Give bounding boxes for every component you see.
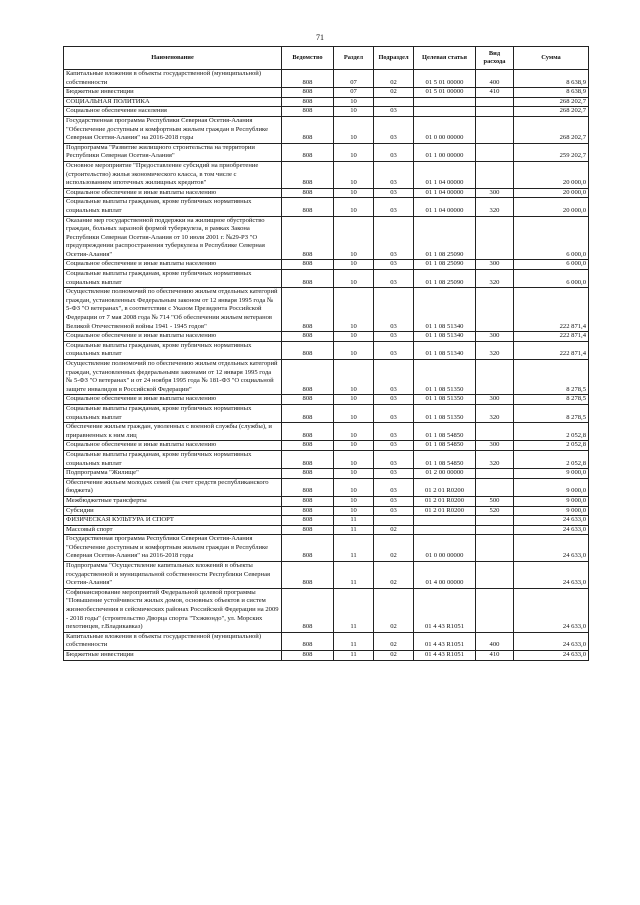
cell-podrazdel: 03 <box>374 496 414 506</box>
cell-name: Основное мероприятие "Предоставление субсидий на приобретение (строительство) жилья экономического класса, в том числе с использованием ипотечных жилищных кредитов" <box>64 161 282 188</box>
cell-vedomstvo: 808 <box>282 260 334 270</box>
cell-vid-rashoda: 320 <box>476 404 514 422</box>
cell-razdel: 10 <box>334 478 374 496</box>
cell-name: Осуществление полномочий по обеспечению жильем отдельных категорий граждан, установленных федеральными законами от 12 января 1995 года № 5-ФЗ "О ветеранах" и от 24 ноября 1995 года № 181-ФЗ "О социальной защите инвалидов в Российской Федерации" <box>64 360 282 395</box>
cell-name: Капитальные вложения в объекты государственной (муниципальной) собственности <box>64 70 282 88</box>
cell-name: Социальные выплаты гражданам, кроме публичных нормативных социальных выплат <box>64 270 282 288</box>
cell-vedomstvo: 808 <box>282 107 334 117</box>
cell-summa: 20 000,0 <box>514 198 589 216</box>
cell-vedomstvo: 808 <box>282 496 334 506</box>
cell-podrazdel: 03 <box>374 450 414 468</box>
budget-table-container <box>63 46 588 661</box>
cell-name: Государственная программа Республики Северная Осетия-Алания "Обеспечение доступным и комфортным жильем граждан в Республике Северная Осетия-Алания" на 2016-2018 годы <box>64 116 282 143</box>
table-body <box>64 70 589 661</box>
cell-vid-rashoda <box>476 216 514 260</box>
cell-vedomstvo: 808 <box>282 395 334 405</box>
table-row <box>64 198 589 216</box>
cell-celevaya-statya: 01 4 43 R1051 <box>414 651 476 661</box>
cell-name: Социальные выплаты гражданам, кроме публичных нормативных социальных выплат <box>64 198 282 216</box>
cell-vedomstvo: 808 <box>282 116 334 143</box>
cell-celevaya-statya: 01 1 08 51350 <box>414 395 476 405</box>
table-row <box>64 288 589 332</box>
cell-razdel: 10 <box>334 360 374 395</box>
cell-razdel: 10 <box>334 198 374 216</box>
cell-celevaya-statya: 01 1 08 25090 <box>414 270 476 288</box>
cell-summa: 259 202,7 <box>514 143 589 161</box>
table-row <box>64 395 589 405</box>
cell-name: Социальное обеспечение и иные выплаты населению <box>64 441 282 451</box>
cell-razdel: 10 <box>334 341 374 359</box>
header-vedomstvo: Ведомство <box>282 47 334 70</box>
cell-name: Софинансирование мероприятий Федеральной целевой программы "Повышение устойчивости жилых домов, основных объектов и систем жизнеобеспечения в сейсмических районах Российской Федерации на 2009 - 2018 годы" (строительство Дворца спорта "Тхэквондо", ул. Морских пехотинцев, г.Владикавказ) <box>64 588 282 632</box>
cell-celevaya-statya: 01 1 08 51350 <box>414 360 476 395</box>
cell-razdel: 10 <box>334 270 374 288</box>
cell-vedomstvo: 808 <box>282 360 334 395</box>
table-row <box>64 143 589 161</box>
cell-summa: 9 000,0 <box>514 469 589 479</box>
cell-celevaya-statya: 01 5 01 00000 <box>414 88 476 98</box>
cell-celevaya-statya: 01 1 08 51350 <box>414 404 476 422</box>
cell-vedomstvo: 808 <box>282 188 334 198</box>
cell-vid-rashoda <box>476 562 514 589</box>
cell-summa: 6 000,0 <box>514 270 589 288</box>
cell-vedomstvo: 808 <box>282 143 334 161</box>
cell-celevaya-statya: 01 4 43 R1051 <box>414 588 476 632</box>
cell-vid-rashoda: 410 <box>476 88 514 98</box>
table-row <box>64 188 589 198</box>
cell-razdel: 10 <box>334 143 374 161</box>
cell-name: Социальное обеспечение и иные выплаты населению <box>64 188 282 198</box>
cell-summa: 8 278,5 <box>514 395 589 405</box>
cell-podrazdel: 03 <box>374 404 414 422</box>
table-row <box>64 469 589 479</box>
cell-razdel: 10 <box>334 116 374 143</box>
cell-celevaya-statya <box>414 97 476 107</box>
cell-name: Оказание мер государственной поддержки на жилищное обустройство граждан, больных заразной формой туберкулеза, в рамках Закона Республики Северная Осетия-Алания от 10 июля 2001 г. №29-РЗ "О предупреждении распространения туберкулеза в Республике Северная Осетия-Алания" <box>64 216 282 260</box>
cell-name: Капитальные вложения в объекты государственной (муниципальной) собственности <box>64 632 282 650</box>
cell-vid-rashoda: 320 <box>476 198 514 216</box>
cell-name: Социальное обеспечение и иные выплаты населению <box>64 332 282 342</box>
cell-podrazdel: 02 <box>374 632 414 650</box>
cell-name: Подпрограмма "Жилище" <box>64 469 282 479</box>
table-row <box>64 441 589 451</box>
table-row <box>64 496 589 506</box>
cell-podrazdel: 02 <box>374 88 414 98</box>
cell-vid-rashoda: 320 <box>476 270 514 288</box>
cell-celevaya-statya: 01 4 00 00000 <box>414 562 476 589</box>
cell-summa: 24 633,0 <box>514 516 589 526</box>
cell-vid-rashoda <box>476 535 514 562</box>
cell-vid-rashoda: 300 <box>476 332 514 342</box>
cell-vedomstvo: 808 <box>282 441 334 451</box>
cell-name: Бюджетные инвестиции <box>64 651 282 661</box>
cell-vid-rashoda: 400 <box>476 70 514 88</box>
cell-razdel: 07 <box>334 88 374 98</box>
cell-summa: 268 202,7 <box>514 97 589 107</box>
cell-razdel: 11 <box>334 516 374 526</box>
cell-celevaya-statya: 01 1 04 00000 <box>414 161 476 188</box>
table-header-row <box>64 47 589 70</box>
cell-vedomstvo: 808 <box>282 332 334 342</box>
table-row <box>64 161 589 188</box>
cell-vedomstvo: 808 <box>282 632 334 650</box>
cell-celevaya-statya: 01 2 01 R0200 <box>414 478 476 496</box>
table-row <box>64 260 589 270</box>
table-row <box>64 70 589 88</box>
cell-name: Социальное обеспечение и иные выплаты населению <box>64 260 282 270</box>
cell-vedomstvo: 808 <box>282 97 334 107</box>
cell-podrazdel: 02 <box>374 525 414 535</box>
cell-celevaya-statya: 01 2 01 R0200 <box>414 506 476 516</box>
budget-table <box>63 46 589 661</box>
cell-celevaya-statya: 01 1 08 51340 <box>414 341 476 359</box>
cell-vedomstvo: 808 <box>282 535 334 562</box>
cell-razdel: 10 <box>334 496 374 506</box>
table-row <box>64 97 589 107</box>
cell-summa: 222 871,4 <box>514 341 589 359</box>
table-row <box>64 588 589 632</box>
cell-name: Субсидии <box>64 506 282 516</box>
cell-celevaya-statya: 01 1 08 54850 <box>414 441 476 451</box>
cell-celevaya-statya: 01 1 04 00000 <box>414 198 476 216</box>
cell-celevaya-statya: 01 1 08 51340 <box>414 288 476 332</box>
cell-vedomstvo: 808 <box>282 216 334 260</box>
cell-summa: 268 202,7 <box>514 107 589 117</box>
table-row <box>64 562 589 589</box>
cell-summa: 24 633,0 <box>514 562 589 589</box>
cell-podrazdel: 03 <box>374 341 414 359</box>
cell-summa: 9 000,0 <box>514 496 589 506</box>
cell-razdel: 10 <box>334 97 374 107</box>
cell-razdel: 10 <box>334 216 374 260</box>
cell-name: Массовый спорт <box>64 525 282 535</box>
cell-summa: 268 202,7 <box>514 116 589 143</box>
cell-razdel: 10 <box>334 161 374 188</box>
cell-podrazdel: 03 <box>374 188 414 198</box>
cell-vedomstvo: 808 <box>282 506 334 516</box>
table-row <box>64 535 589 562</box>
cell-summa: 8 638,9 <box>514 88 589 98</box>
table-row <box>64 478 589 496</box>
table-row <box>64 516 589 526</box>
cell-name: Подпрограмма "Развитие жилищного строительства на территории Республики Северная Осетия-Алания" <box>64 143 282 161</box>
cell-summa: 9 000,0 <box>514 506 589 516</box>
cell-summa: 6 000,0 <box>514 260 589 270</box>
cell-name: Подпрограмма "Осуществление капитальных вложений в объекты государственной и муниципальной собственности Республики Северная Осетия-Алания" <box>64 562 282 589</box>
cell-name: Социальные выплаты гражданам, кроме публичных нормативных социальных выплат <box>64 450 282 468</box>
cell-vid-rashoda: 300 <box>476 441 514 451</box>
cell-razdel: 10 <box>334 107 374 117</box>
cell-vid-rashoda: 320 <box>476 450 514 468</box>
cell-podrazdel: 03 <box>374 116 414 143</box>
table-row <box>64 404 589 422</box>
cell-podrazdel: 02 <box>374 535 414 562</box>
cell-razdel: 10 <box>334 423 374 441</box>
cell-vid-rashoda <box>476 360 514 395</box>
cell-vid-rashoda: 410 <box>476 651 514 661</box>
cell-celevaya-statya: 01 0 00 00000 <box>414 116 476 143</box>
cell-podrazdel: 02 <box>374 651 414 661</box>
cell-celevaya-statya: 01 1 08 54850 <box>414 423 476 441</box>
cell-vid-rashoda <box>476 161 514 188</box>
cell-podrazdel: 02 <box>374 588 414 632</box>
cell-summa: 2 052,8 <box>514 441 589 451</box>
cell-vedomstvo: 808 <box>282 341 334 359</box>
cell-vedomstvo: 808 <box>282 161 334 188</box>
cell-razdel: 10 <box>334 395 374 405</box>
header-razdel: Раздел <box>334 47 374 70</box>
cell-vid-rashoda <box>476 97 514 107</box>
cell-vedomstvo: 808 <box>282 198 334 216</box>
cell-razdel: 10 <box>334 288 374 332</box>
cell-vedomstvo: 808 <box>282 270 334 288</box>
cell-summa: 20 000,0 <box>514 161 589 188</box>
cell-summa: 9 000,0 <box>514 478 589 496</box>
cell-vid-rashoda: 400 <box>476 632 514 650</box>
cell-summa: 2 052,8 <box>514 450 589 468</box>
cell-vid-rashoda <box>476 107 514 117</box>
cell-summa: 20 000,0 <box>514 188 589 198</box>
cell-summa: 2 052,8 <box>514 423 589 441</box>
cell-celevaya-statya: 01 1 08 51340 <box>414 332 476 342</box>
cell-summa: 8 278,5 <box>514 360 589 395</box>
cell-celevaya-statya <box>414 525 476 535</box>
cell-razdel: 10 <box>334 506 374 516</box>
cell-celevaya-statya <box>414 516 476 526</box>
table-row <box>64 450 589 468</box>
cell-celevaya-statya: 01 2 01 R0200 <box>414 496 476 506</box>
cell-razdel: 10 <box>334 404 374 422</box>
cell-name: Государственная программа Республики Северная Осетия-Алания "Обеспечение доступным и комфортным жильем граждан в Республике Северная Осетия-Алания" на 2016-2018 годы <box>64 535 282 562</box>
cell-podrazdel: 03 <box>374 506 414 516</box>
cell-razdel: 10 <box>334 450 374 468</box>
header-celevaya-statya: Целевая статья <box>414 47 476 70</box>
cell-celevaya-statya: 01 4 43 R1051 <box>414 632 476 650</box>
cell-summa: 24 633,0 <box>514 588 589 632</box>
table-row <box>64 332 589 342</box>
cell-name: СОЦИАЛЬНАЯ ПОЛИТИКА <box>64 97 282 107</box>
cell-vid-rashoda <box>476 469 514 479</box>
cell-podrazdel <box>374 516 414 526</box>
table-row <box>64 506 589 516</box>
cell-name: Социальные выплаты гражданам, кроме публичных нормативных социальных выплат <box>64 341 282 359</box>
cell-podrazdel: 02 <box>374 70 414 88</box>
cell-vedomstvo: 808 <box>282 404 334 422</box>
table-row <box>64 360 589 395</box>
cell-razdel: 07 <box>334 70 374 88</box>
cell-name: Обеспечение жильем граждан, уволенных с военной службы (службы), и приравненных к ним лиц <box>64 423 282 441</box>
cell-celevaya-statya: 01 1 00 00000 <box>414 143 476 161</box>
header-summa: Сумма <box>514 47 589 70</box>
cell-podrazdel: 03 <box>374 423 414 441</box>
cell-name: Социальное обеспечение и иные выплаты населению <box>64 395 282 405</box>
cell-summa: 24 633,0 <box>514 632 589 650</box>
cell-vedomstvo: 808 <box>282 562 334 589</box>
table-row <box>64 116 589 143</box>
cell-celevaya-statya: 01 1 08 54850 <box>414 450 476 468</box>
cell-razdel: 11 <box>334 632 374 650</box>
cell-name: Осуществление полномочий по обеспечению жильем отдельных категорий граждан, установленных Федеральным законом от 12 января 1995 года № 5-ФЗ "О ветеранах", в соответствии с Указом Президента Российской Федерации от 7 мая 2008 года № 714 "Об обеспечении жильем ветеранов Великой Отечественной войны 1941 - 1945 годов" <box>64 288 282 332</box>
header-name: Наименование <box>64 47 282 70</box>
cell-razdel: 11 <box>334 535 374 562</box>
page-number: 71 <box>316 33 324 42</box>
cell-podrazdel: 03 <box>374 360 414 395</box>
header-podrazdel: Подраздел <box>374 47 414 70</box>
cell-podrazdel: 03 <box>374 143 414 161</box>
cell-summa: 24 633,0 <box>514 525 589 535</box>
cell-name: ФИЗИЧЕСКАЯ КУЛЬТУРА И СПОРТ <box>64 516 282 526</box>
cell-podrazdel: 03 <box>374 332 414 342</box>
cell-celevaya-statya <box>414 107 476 117</box>
cell-summa: 8 638,9 <box>514 70 589 88</box>
cell-vid-rashoda <box>476 143 514 161</box>
header-vid-rashoda: Вид расхода <box>476 47 514 70</box>
cell-podrazdel <box>374 97 414 107</box>
cell-vedomstvo: 808 <box>282 469 334 479</box>
cell-vid-rashoda: 520 <box>476 506 514 516</box>
cell-razdel: 11 <box>334 562 374 589</box>
cell-name: Социальные выплаты гражданам, кроме публичных нормативных социальных выплат <box>64 404 282 422</box>
cell-razdel: 10 <box>334 332 374 342</box>
cell-podrazdel: 03 <box>374 441 414 451</box>
cell-name: Обеспечение жильем молодых семей (за счет средств республиканского бюджета) <box>64 478 282 496</box>
cell-celevaya-statya: 01 5 01 00000 <box>414 70 476 88</box>
cell-vid-rashoda: 320 <box>476 341 514 359</box>
cell-celevaya-statya: 01 0 00 00000 <box>414 535 476 562</box>
cell-celevaya-statya: 01 1 04 00000 <box>414 188 476 198</box>
cell-summa: 8 278,5 <box>514 404 589 422</box>
table-row <box>64 423 589 441</box>
cell-vid-rashoda <box>476 116 514 143</box>
cell-podrazdel: 03 <box>374 260 414 270</box>
table-row <box>64 525 589 535</box>
cell-razdel: 11 <box>334 651 374 661</box>
cell-razdel: 10 <box>334 469 374 479</box>
cell-summa: 24 633,0 <box>514 651 589 661</box>
table-row <box>64 651 589 661</box>
cell-razdel: 10 <box>334 441 374 451</box>
table-row <box>64 88 589 98</box>
table-row <box>64 270 589 288</box>
cell-summa: 222 871,4 <box>514 332 589 342</box>
cell-podrazdel: 03 <box>374 198 414 216</box>
cell-podrazdel: 03 <box>374 469 414 479</box>
cell-vedomstvo: 808 <box>282 288 334 332</box>
cell-vid-rashoda: 300 <box>476 260 514 270</box>
cell-podrazdel: 03 <box>374 107 414 117</box>
cell-summa: 222 871,4 <box>514 288 589 332</box>
cell-name: Межбюджетные трансферты <box>64 496 282 506</box>
cell-vid-rashoda <box>476 423 514 441</box>
cell-razdel: 11 <box>334 588 374 632</box>
cell-razdel: 11 <box>334 525 374 535</box>
cell-summa: 24 633,0 <box>514 535 589 562</box>
cell-vid-rashoda <box>476 588 514 632</box>
table-row <box>64 107 589 117</box>
cell-podrazdel: 02 <box>374 562 414 589</box>
cell-summa: 6 000,0 <box>514 216 589 260</box>
cell-vid-rashoda <box>476 525 514 535</box>
cell-podrazdel: 03 <box>374 161 414 188</box>
cell-razdel: 10 <box>334 260 374 270</box>
cell-vedomstvo: 808 <box>282 651 334 661</box>
table-row <box>64 216 589 260</box>
table-row <box>64 632 589 650</box>
cell-podrazdel: 03 <box>374 216 414 260</box>
cell-vid-rashoda: 500 <box>476 496 514 506</box>
cell-name: Социальное обеспечение населения <box>64 107 282 117</box>
cell-vedomstvo: 808 <box>282 588 334 632</box>
cell-podrazdel: 03 <box>374 270 414 288</box>
cell-vid-rashoda <box>476 516 514 526</box>
cell-name: Бюджетные инвестиции <box>64 88 282 98</box>
cell-vedomstvo: 808 <box>282 88 334 98</box>
cell-vedomstvo: 808 <box>282 450 334 468</box>
cell-vid-rashoda <box>476 478 514 496</box>
cell-podrazdel: 03 <box>374 288 414 332</box>
cell-vedomstvo: 808 <box>282 478 334 496</box>
cell-razdel: 10 <box>334 188 374 198</box>
cell-podrazdel: 03 <box>374 395 414 405</box>
cell-celevaya-statya: 01 1 08 25090 <box>414 260 476 270</box>
table-row <box>64 341 589 359</box>
cell-vid-rashoda: 300 <box>476 188 514 198</box>
cell-podrazdel: 03 <box>374 478 414 496</box>
cell-vedomstvo: 808 <box>282 516 334 526</box>
cell-vid-rashoda <box>476 288 514 332</box>
cell-vid-rashoda: 300 <box>476 395 514 405</box>
cell-vedomstvo: 808 <box>282 70 334 88</box>
cell-vedomstvo: 808 <box>282 525 334 535</box>
cell-vedomstvo: 808 <box>282 423 334 441</box>
cell-celevaya-statya: 01 1 08 25090 <box>414 216 476 260</box>
cell-celevaya-statya: 01 2 00 00000 <box>414 469 476 479</box>
